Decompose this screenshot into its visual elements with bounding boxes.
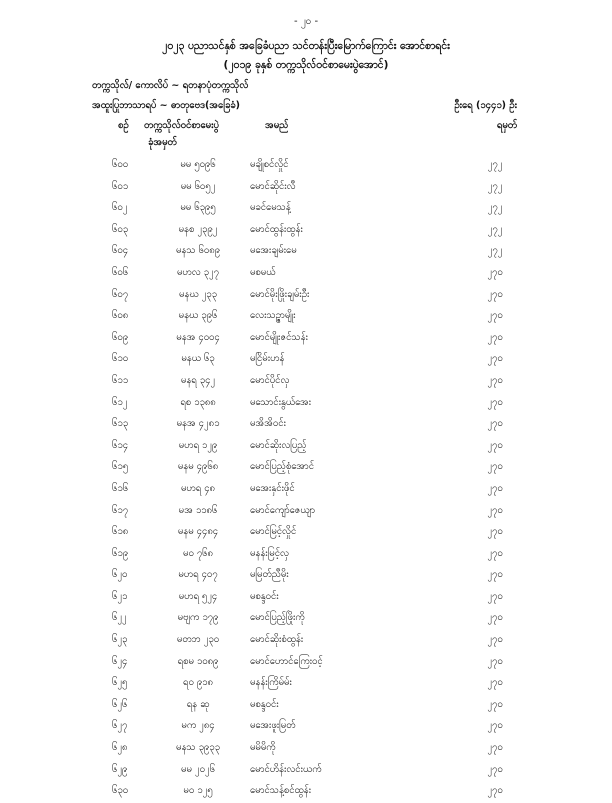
row-number: ၆၂၂ (112, 612, 127, 624)
table-row (0, 673, 612, 695)
column-header-roll: တက္ကသိုလ်ဝင်စာမေးပွဲ (144, 120, 219, 131)
marks: ၂၇၀ (487, 482, 503, 494)
marks: ၂၇၀ (487, 763, 503, 775)
row-number: ၆၁၆ (112, 482, 129, 494)
row-number: ၆၀၉ (112, 331, 129, 343)
roll-number: မဝ ၇၆၈ (183, 547, 213, 559)
document-subtitle: (၂၀၁၉ ခုနှစ် တက္ကသိုလ်ဝင်စာမေးပွဲအောင်) (223, 59, 389, 71)
marks: ၂၇၀ (487, 655, 503, 667)
row-number: ၆၂၈ (112, 742, 128, 754)
row-number: ၆၂၃ (112, 634, 128, 646)
roll-number: မဟရ ၅၂၄ (178, 590, 218, 602)
student-name: မစမယ် (250, 266, 276, 278)
roll-number: ရစမ ၁၀၈၉ (177, 655, 219, 667)
row-number: ၆၁၃ (112, 418, 129, 430)
row-number: ၆၂၁ (112, 590, 128, 602)
roll-number: မနစ ၂၃၉၂ (178, 223, 218, 235)
marks: ၂၇၀ (487, 698, 503, 710)
student-name: မမြတ်ညီမိုး (250, 569, 289, 581)
marks: ၂၇၀ (487, 461, 503, 473)
student-name: မချိုစင်လှိုင် (250, 159, 289, 170)
roll-number: မဝ ၁၂၅ (183, 785, 213, 797)
table-row (0, 716, 612, 738)
student-name: မောင်ပြည့်စုံအောင် (250, 461, 314, 473)
row-number: ၆၀၄ (112, 245, 129, 257)
marks: ၂၇၀ (487, 288, 503, 300)
table-row (0, 738, 612, 760)
table-row (0, 630, 612, 652)
row-number: ၆၀၇ (112, 288, 129, 300)
roll-number: မနဃ ၂၃၃ (179, 288, 217, 300)
university-line: တက္ကသိုလ်/ ကောလိပ် ~ ရတနာပုံတက္ကသိုလ် (92, 80, 249, 91)
row-number: ၆၁၉ (112, 547, 129, 559)
table-row (0, 393, 612, 415)
row-number: ၆၀၀ (112, 159, 129, 170)
marks: ၂၇၂ (487, 223, 503, 235)
row-number: ၆၂၅ (112, 677, 128, 689)
roll-number: မမ ၂၀၂၆ (181, 763, 215, 775)
table-row (0, 544, 612, 566)
student-name: မနန်းမြင့်လှ (250, 547, 289, 559)
table-row (0, 155, 612, 177)
student-name: မောင်ကျော်ဇေယျာ (250, 504, 316, 516)
row-number: ၆၁၁ (112, 374, 129, 386)
student-name: မနန်းကြိမ်မ်း (250, 677, 292, 689)
table-row (0, 306, 612, 328)
column-header-marks: ရမှတ် (496, 120, 517, 131)
student-name: မမိမိကို (250, 742, 276, 754)
roll-number: မဟရ ၁၂၉ (178, 439, 218, 451)
student-name: မောင်ဟိန်းလင်းယက် (250, 763, 322, 775)
row-number: ၆၂၆ (112, 698, 128, 710)
marks: ၂၇၀ (487, 331, 503, 343)
roll-number: မမ ၆၀၅၂ (180, 180, 216, 192)
subject-line: အထူးပြုဘာသာရပ် ~ ဓာတုဗေဒ(အခြေခံ) (92, 100, 240, 111)
roll-number: ရစ ၁၃၈၈ (180, 396, 216, 408)
marks: ၂၇၀ (487, 374, 503, 386)
student-name: မအိအိဝင်း (250, 418, 286, 430)
marks: ၂၇၀ (487, 353, 503, 365)
roll-number: မနမ ၄၄၈၄ (177, 526, 219, 538)
student-name: မောင်သန့်စင်ထွန်း (250, 785, 311, 797)
row-number: ၆၀၈ (112, 310, 129, 322)
roll-number: မဟရ ၄၀၇ (178, 569, 218, 581)
roll-number: မနအ ၄၀၀၄ (176, 331, 220, 343)
table-row (0, 177, 612, 199)
marks: ၂၇၂ (487, 245, 503, 257)
table-row (0, 652, 612, 674)
marks: ၂၇၀ (487, 612, 503, 624)
student-name: မောင်မျိုးဇင်သန်း (250, 331, 308, 343)
marks: ၂၇၀ (487, 720, 503, 732)
student-name: မောင်ပြည့်ဖြိုးကို (250, 612, 305, 624)
roll-number: မနဃ ၃၉၆ (178, 310, 218, 322)
row-number: ၆၀၆ (112, 266, 129, 278)
table-row (0, 695, 612, 717)
table-row (0, 285, 612, 307)
table-row (0, 608, 612, 630)
table-row (0, 760, 612, 782)
marks: ၂၇၀ (487, 634, 503, 646)
student-name: မအေးဖူးမြတ် (250, 720, 296, 732)
column-header-no: စဉ် (118, 120, 129, 131)
marks: ၂၇၀ (487, 547, 503, 559)
roll-number: ရန ဆု (186, 698, 210, 710)
row-number: ၆၀၁ (112, 180, 129, 192)
table-row (0, 328, 612, 350)
table-row (0, 479, 612, 501)
row-number: ၆၁၈ (112, 526, 129, 538)
roll-number: မအ ၁၁၈၆ (178, 504, 218, 516)
table-row (0, 349, 612, 371)
marks: ၂၇၀ (487, 590, 503, 602)
row-number: ၆၂၉ (112, 763, 128, 775)
row-number: ၆၂၀ (112, 569, 128, 581)
roll-number: မမ ၅၀၉၆ (180, 159, 216, 170)
roll-number: မနသ ၆၀၈၉ (175, 245, 220, 257)
table-row (0, 587, 612, 609)
marks: ၂၇၂ (487, 202, 503, 214)
table-row (0, 781, 612, 803)
student-name: လေးသဉ္ဇာမျိုး (250, 310, 296, 322)
page-number: - ၂၀ - (293, 16, 319, 27)
row-number: ၆၁၇ (112, 504, 129, 516)
roll-number: မနမ ၄၉၆၈ (177, 461, 219, 473)
marks: ၂၇၀ (487, 418, 503, 430)
row-number: ၆၁၀ (112, 353, 129, 365)
student-name: မအေးချမ်းမေ (250, 245, 297, 257)
marks: ၂၇၀ (487, 742, 503, 754)
column-header-roll-sub: ခုံအမှတ် (148, 137, 177, 148)
student-name: မစန္ဒဝင်း (250, 698, 279, 710)
roll-number: မက ၂၈၄ (181, 720, 215, 732)
row-number: ၆၀၂ (112, 202, 128, 214)
student-name: မစန္ဒဝင်း (250, 590, 279, 602)
table-row (0, 457, 612, 479)
document-title: ၂၀၂၃ ပညာသင်နှစ် အခြေခံပညာ သင်တန်းပြီးမြောက်ကြောင်း အောင်စာရင်း (162, 40, 450, 52)
student-name: မောင်မိုးဖြိုးချမ်းဦး (250, 288, 310, 300)
marks: ၂၇၀ (487, 677, 503, 689)
roll-number: မနယ ၆၃ (181, 353, 215, 365)
table-row (0, 565, 612, 587)
row-number: ၆၀၃ (112, 223, 129, 235)
total-count: ဦးရေ (၁၄၄၁) ဦး (454, 100, 517, 111)
row-number: ၆၃၀ (112, 785, 129, 797)
student-name: မငြိမ်းဟန် (250, 353, 285, 365)
marks: ၂၇၂ (487, 180, 503, 192)
student-name: မောင်ထွန်းထွန်း (250, 223, 303, 235)
roll-number: မနရ ၃၄၂ (180, 374, 216, 386)
roll-number: မဗျက ၁၇၉ (177, 612, 219, 624)
marks: ၂၇၀ (487, 439, 503, 451)
student-name: မောင်ဆိုင်းလီ (250, 180, 296, 192)
roll-number: မနသ ၃၉၃၃ (176, 742, 220, 754)
row-number: ၆၁၄ (112, 439, 129, 451)
row-number: ၆၂၄ (112, 655, 128, 667)
marks: ၂၇၀ (487, 526, 503, 538)
roll-number: မဟလ ၃၂၇ (176, 266, 219, 278)
student-name: မောင်မြင့်လှိုင် (250, 526, 297, 538)
table-row (0, 241, 612, 263)
table-row (0, 501, 612, 523)
marks: ၂၇၀ (487, 396, 503, 408)
results-table (0, 155, 612, 803)
table-row (0, 371, 612, 393)
student-name: မောင်ပိုင်လှ (250, 374, 290, 386)
table-row (0, 414, 612, 436)
roll-number: မနအ ၄၂၈၁ (176, 418, 220, 430)
table-row (0, 198, 612, 220)
roll-number: မမ ၆၃၉၅ (180, 202, 216, 214)
roll-number: မတဘ ၂၃၀ (176, 634, 220, 646)
student-name: မောင်ဆိုးစံထွန်း (250, 634, 304, 646)
marks: ၂၇၀ (487, 569, 503, 581)
marks: ၂၇၀ (487, 310, 503, 322)
student-name: မောင်ဟောင်ကြေးဝင့် (250, 655, 323, 667)
roll-number: မဟရ ၄၈ (181, 482, 215, 494)
table-row (0, 522, 612, 544)
marks: ၂၇၀ (487, 266, 503, 278)
row-number: ၆၁၅ (112, 461, 129, 473)
roll-number: ရဝ ၉၁၈ (183, 677, 213, 689)
student-name: မအေးနှင်းဖိုင် (250, 482, 295, 494)
table-row (0, 263, 612, 285)
table-row (0, 436, 612, 458)
column-header-name: အမည် (265, 120, 289, 131)
marks: ၂၇၀ (487, 504, 503, 516)
marks: ၂၇၀ (487, 785, 503, 797)
row-number: ၆၂၇ (112, 720, 128, 732)
student-name: မခင်မေသန့် (250, 202, 291, 214)
student-name: မောင်ဆိုးလပြည့် (250, 439, 307, 451)
student-name: မသောင်းနွယ်အေး (250, 396, 312, 408)
marks: ၂၇၂ (487, 159, 503, 170)
row-number: ၆၁၂ (112, 396, 128, 408)
table-row (0, 220, 612, 242)
